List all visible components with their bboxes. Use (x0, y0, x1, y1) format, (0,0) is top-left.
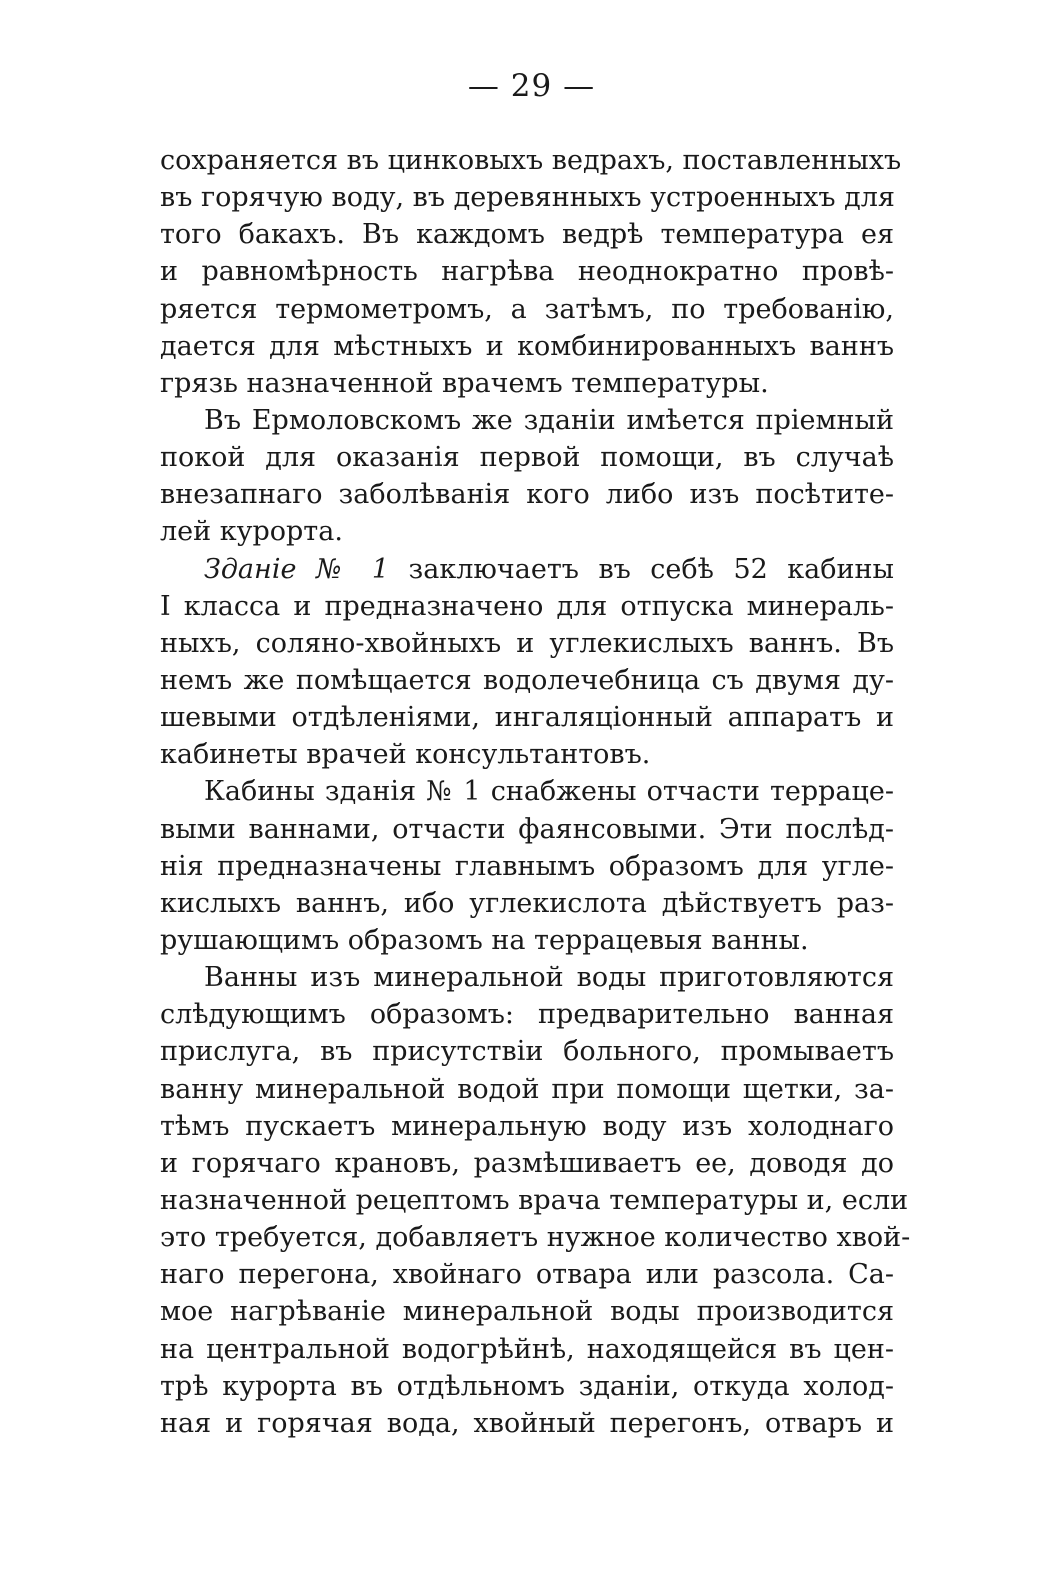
text-line: шевыми отдѣленіями, ингаляціонный аппаратъ и (160, 702, 894, 734)
text-line: нія предназначены главнымъ образомъ для угле- (160, 850, 894, 882)
paragraph-5 (160, 959, 911, 1442)
paragraph-3 (160, 551, 894, 774)
text-line: ныхъ, соляно-хвойныхъ и углекислыхъ ваннъ. Въ (160, 627, 894, 659)
building-heading: Зданіе № 1 (204, 553, 390, 585)
text-line: и равномѣрность нагрѣва неоднократно провѣ- (160, 256, 894, 288)
text-line: I класса и предназначено для отпуска минераль- (160, 590, 894, 622)
text-line: Въ Ермоловскомъ же зданіи имѣется пріемный (204, 404, 894, 436)
text-line: въ горячую воду, въ деревянныхъ устроенныхъ для (160, 182, 895, 214)
text-line: грязь назначенной врачемъ температуры. (160, 367, 769, 399)
text-line: покой для оказанія первой помощи, въ случаѣ (160, 442, 894, 474)
text-line: ная и горячая вода, хвойный перегонъ, отваръ и (160, 1407, 894, 1439)
text-line: рушающимъ образомъ на террацевыя ванны. (160, 924, 809, 956)
text-line: наго перегона, хвойнаго отвара или разсола. Са- (160, 1259, 894, 1291)
text-line: выми ваннами, отчасти фаянсовыми. Эти послѣд- (160, 813, 894, 845)
text-line: того бакахъ. Въ каждомъ ведрѣ температура ея (160, 219, 894, 251)
text-line: слѣдующимъ образомъ: предварительно ванная (160, 999, 894, 1031)
text-line (160, 551, 894, 588)
text-line: сохраняется въ цинковыхъ ведрахъ, поставленныхъ (160, 145, 902, 176)
text-line: прислуга, въ присутствіи больного, промываетъ (160, 1036, 894, 1068)
text-line: немъ же помѣщается водолечебница съ двумя ду- (160, 664, 894, 696)
text-line: внезапнаго заболѣванія кого либо изъ посѣтите- (160, 479, 894, 511)
text-line: назначенной рецептомъ врача температуры и, если (160, 1184, 909, 1216)
text-line: кабинеты врачей консультантовъ. (160, 739, 651, 771)
text-line-rest: заключаетъ въ себѣ 52 кабины (389, 553, 894, 585)
body-text (160, 142, 911, 1442)
text-line: Кабины зданія № 1 снабжены отчасти террацe- (204, 776, 894, 808)
text-line: лей курорта. (160, 516, 343, 548)
paragraph-4 (160, 773, 894, 959)
text-line: трѣ курорта въ отдѣльномъ зданіи, откуда холод- (160, 1370, 894, 1402)
text-line: кислыхъ ваннъ, ибо углекислота дѣйствуетъ раз- (160, 887, 894, 919)
text-line: и горячаго крановъ, размѣшиваетъ ее, доводя до (160, 1147, 894, 1179)
text-line: дается для мѣстныхъ и комбинированныхъ ваннъ (160, 330, 894, 362)
paragraph-1 (160, 142, 902, 402)
text-line: ряется термометромъ, а затѣмъ, по требованію, (160, 293, 894, 325)
page-number: — 29 — (467, 68, 596, 104)
text-line: Ванны изъ минеральной воды приготовляются (204, 962, 894, 994)
text-line: мое нагрѣваніе минеральной воды производится (160, 1296, 894, 1328)
paragraph-2 (160, 402, 894, 551)
text-line: это требуется, добавляетъ нужное количество хвой- (160, 1222, 911, 1254)
text-line: ванну минеральной водой при помощи щетки, за- (160, 1073, 894, 1105)
text-line: тѣмъ пускаетъ минеральную воду изъ холоднаго (160, 1110, 894, 1142)
text-line: на центральной водогрѣйнѣ, находящейся въ цен- (160, 1333, 894, 1365)
